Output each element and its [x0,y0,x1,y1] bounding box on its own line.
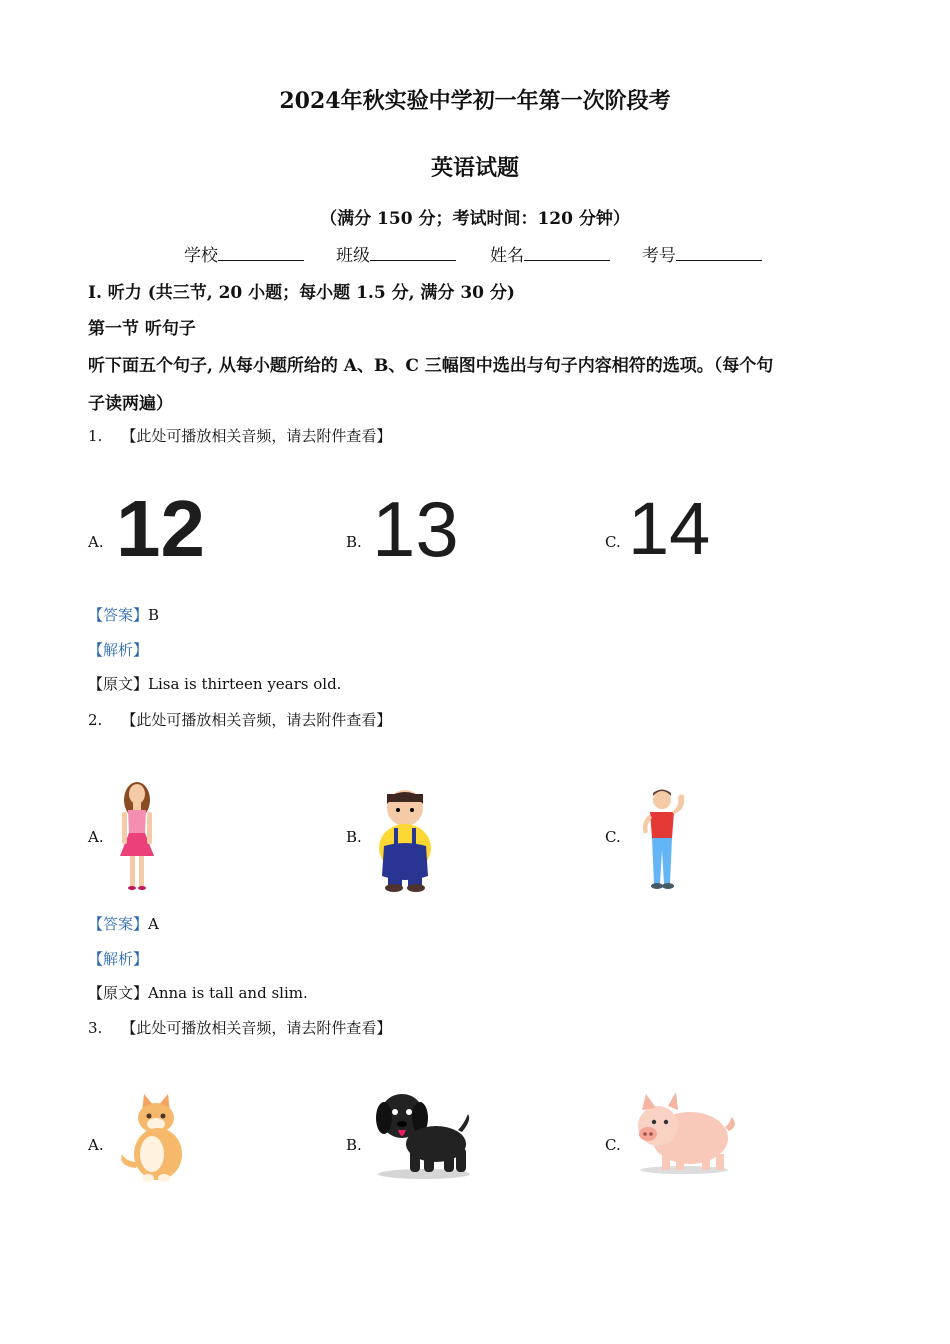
option-3c-label: C. [605,1136,621,1154]
instruction-line-2: 子读两遍） [88,394,173,414]
score-time: （满分 150 分；考试时间：120 分钟） [320,209,630,229]
section-heading: Ⅰ. 听力 (共三节, 20 小题；每小题 1.5 分, 满分 30 分) [88,283,515,303]
analysis-1: 【解析】 [88,641,149,659]
option-1c-label: C. [605,533,621,551]
question-3: 3. 【此处可播放相关音频，请去附件查看】 [88,1019,392,1037]
question-2: 2. 【此处可播放相关音频，请去附件查看】 [88,711,392,729]
option-2b-label: B. [346,828,362,846]
strong-man-icon [636,788,692,892]
answer-2: 【答案】A [88,915,159,933]
audio-prompt: 【此处可播放相关音频，请去附件查看】 [121,427,392,445]
option-1b-label: B. [346,533,362,551]
info-field-name: 姓名 [490,241,610,266]
school-blank [218,244,304,261]
cat-icon [116,1092,196,1184]
number-14-image [626,487,711,570]
part-heading: 第一节 听句子 [88,319,196,339]
option-3b-label: B. [346,1136,362,1154]
source-2: 【原文】Anna is tall and slim. [88,984,308,1002]
answer-1: 【答案】B [88,606,160,624]
slim-girl-icon [112,778,162,892]
pig-icon [632,1090,736,1176]
number-12-text: 12 [116,484,205,573]
exam-title: 2024年秋实验中学初一年第一次阶段考 [279,88,671,114]
class-blank [370,244,456,261]
number-blank [676,244,762,261]
option-1a-label: A. [88,533,104,551]
number-13-image [370,485,459,573]
dog-icon [372,1086,476,1180]
question-1: 1. 【此处可播放相关音频，请去附件查看】 [88,427,392,445]
number-12-image [112,484,212,573]
audio-prompt: 【此处可播放相关音频，请去附件查看】 [121,711,392,729]
chubby-boy-icon [372,788,438,892]
option-2c-label: C. [605,828,621,846]
analysis-2: 【解析】 [88,950,149,968]
info-field-number: 考号 [642,241,762,266]
source-1: 【原文】Lisa is thirteen years old. [88,675,342,693]
number-14-text: 14 [628,487,711,570]
audio-prompt: 【此处可播放相关音频，请去附件查看】 [121,1019,392,1037]
instruction-line-1: 听下面五个句子, 从每小题所给的 A、B、C 三幅图中选出与句子内容相符的选项。（每个句 [88,356,774,376]
info-field-school: 学校 [184,241,304,266]
option-2a-label: A. [88,828,104,846]
info-field-class: 班级 [336,241,456,266]
name-blank [524,244,610,261]
option-3a-label: A. [88,1136,104,1154]
number-13-text: 13 [372,485,459,573]
subject-title: 英语试题 [430,155,519,181]
